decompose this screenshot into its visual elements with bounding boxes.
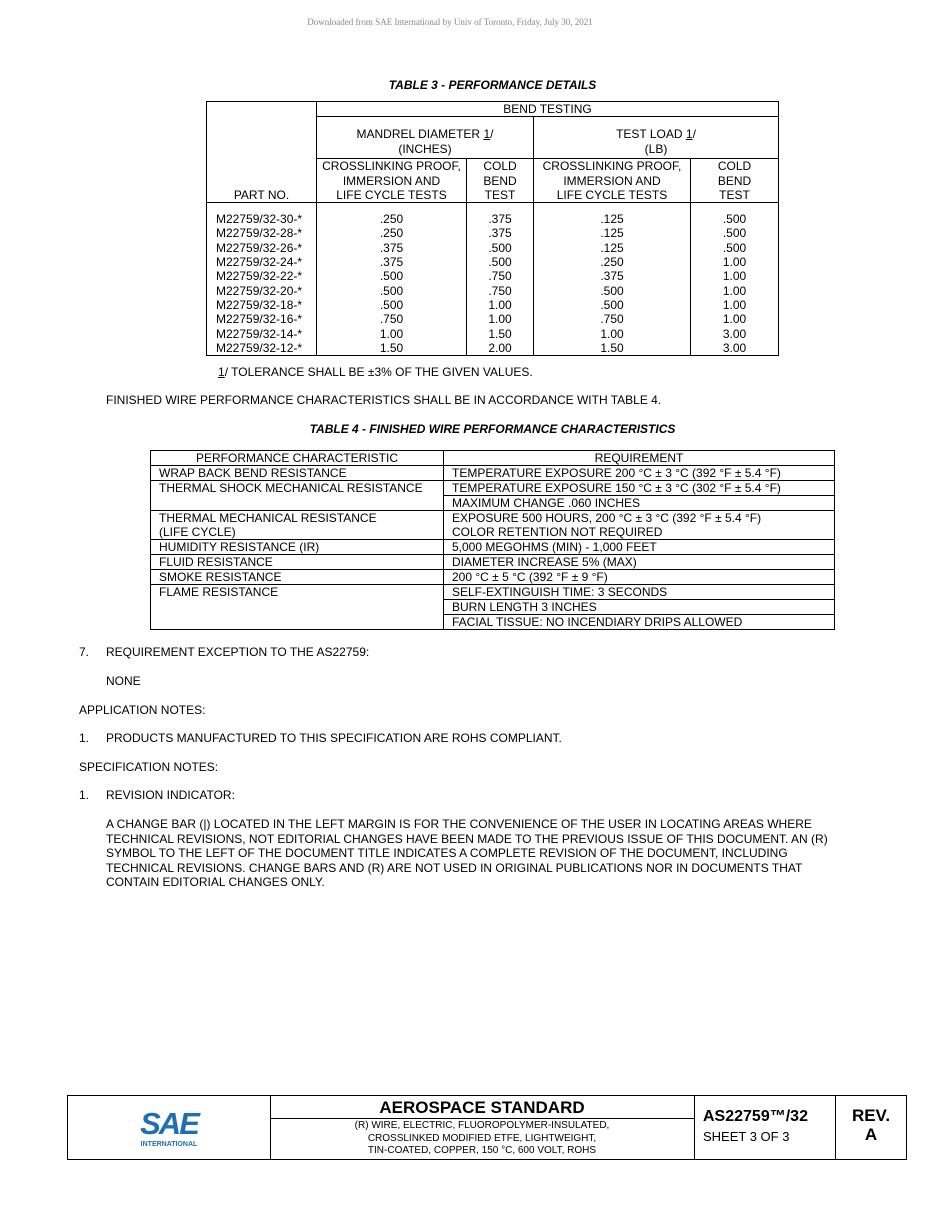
test-load-header: TEST LOAD 1/ (LB) (534, 117, 779, 159)
download-watermark: Downloaded from SAE International by Univ of Toronto, Friday, July 30, 2021 (307, 17, 593, 27)
table-cell: FACIAL TISSUE: NO INCENDIARY DRIPS ALLOWED (444, 615, 835, 630)
app-note-number: 1. (79, 731, 90, 745)
table-cell: M22759/32-16-* (216, 312, 303, 327)
table-cell: .750 (488, 283, 512, 298)
table-row (151, 511, 835, 540)
section7-body: NONE (106, 674, 141, 688)
table-cell: .250 (600, 255, 624, 270)
table-cell: .500 (722, 212, 747, 227)
table4-performance-characteristics (150, 450, 835, 630)
table-cell: EXPOSURE 500 HOURS, 200 °C ± 3 °C (392 °F ± 5.4 °F) COLOR RETENTION NOT REQUIRED (444, 511, 835, 540)
table-cell: 1.00 (722, 269, 747, 284)
table-cell: M22759/32-18-* (216, 297, 303, 312)
col-header-characteristic: PERFORMANCE CHARACTERISTIC (151, 451, 444, 466)
sae-international-logo (137, 1104, 201, 1148)
table-row (151, 555, 835, 570)
table3-footnote: 1/ TOLERANCE SHALL BE ±3% OF THE GIVEN VALUES. (218, 365, 533, 379)
table-cell: SELF-EXTINGUISH TIME: 3 SECONDS (444, 585, 835, 600)
md-crosslink-column (317, 203, 467, 356)
table-cell: M22759/32-20-* (216, 283, 303, 298)
table3-performance-details (206, 101, 779, 356)
table-cell: WRAP BACK BEND RESISTANCE (151, 466, 444, 481)
table3-caption: TABLE 3 - PERFORMANCE DETAILS (388, 78, 597, 92)
table-cell: .500 (600, 283, 624, 298)
table-cell: TEMPERATURE EXPOSURE 150 °C ± 3 °C (302 °F ± 5.4 °F) (444, 481, 835, 496)
app-note-text: PRODUCTS MANUFACTURED TO THIS SPECIFICATION ARE ROHS COMPLIANT. (106, 731, 562, 745)
application-notes-heading: APPLICATION NOTES: (79, 703, 206, 717)
table-cell: .375 (379, 255, 404, 270)
table-cell: M22759/32-28-* (216, 226, 303, 241)
part-number-column (207, 203, 317, 356)
standard-title-cell (270, 1096, 695, 1159)
table-cell: .375 (488, 212, 512, 227)
table-cell: 1.00 (722, 283, 747, 298)
table-cell: SMOKE RESISTANCE (151, 570, 444, 585)
table-cell: .250 (379, 226, 404, 241)
specification-notes-heading: SPECIFICATION NOTES: (79, 760, 219, 774)
table-cell: 3.00 (722, 326, 747, 341)
table-cell: .375 (379, 240, 404, 255)
table-row (151, 600, 835, 615)
table-cell: TEMPERATURE EXPOSURE 200 °C ± 3 °C (392 °F ± 5.4 °F) (444, 466, 835, 481)
table-cell: FLAME RESISTANCE (151, 585, 444, 600)
table-cell: .375 (600, 269, 624, 284)
md-cold-bend-column (467, 203, 534, 356)
table-cell: .500 (722, 226, 747, 241)
intro-text: FINISHED WIRE PERFORMANCE CHARACTERISTICS SHALL BE IN ACCORDANCE WITH TABLE 4. (106, 393, 662, 407)
table-cell: 1.50 (600, 340, 624, 355)
table-cell: FLUID RESISTANCE (151, 555, 444, 570)
table-cell (151, 615, 444, 630)
tl-cold-bend-column (691, 203, 779, 356)
table-cell: MAXIMUM CHANGE .060 INCHES (444, 496, 835, 511)
title-divider (270, 1118, 694, 1119)
svg-text:SAE: SAE (140, 1106, 198, 1141)
section7-number: 7. (79, 645, 90, 659)
table-row (151, 585, 835, 600)
revision-indicator-paragraph: A CHANGE BAR (|) LOCATED IN THE LEFT MARGIN IS FOR THE CONVENIENCE OF THE USER IN LOCATING AREAS WHERE TECHNICAL REVISIONS, NOT EDITORIAL CHANGES HAVE BEEN MADE TO THE PREVIOUS ISSUE OF THIS DOCUMENT. AN (R) SYMBOL TO THE LEFT OF THE DOCUMENT TITLE INDICATES A COMPLETE REVISION OF THE DOCUMENT, INCLUDING TECHNICAL REVISIONS. CHANGE BARS AND (R) ARE NOT USED IN ORIGINAL PUBLICATIONS NOR IN DOCUMENTS THAT CONTAIN EDITORIAL CHANGES ONLY. (106, 817, 828, 889)
sheet-number: SHEET 3 OF 3 (703, 1129, 790, 1144)
table-cell (151, 496, 444, 511)
table-cell: 1.00 (722, 297, 747, 312)
table-cell: M22759/32-30-* (216, 212, 303, 227)
table-cell: M22759/32-14-* (216, 326, 303, 341)
md-cold-bend-subheader: COLD BEND TEST (467, 159, 534, 203)
table-cell: .125 (600, 226, 624, 241)
table-cell: .500 (379, 269, 404, 284)
table-cell: THERMAL SHOCK MECHANICAL RESISTANCE (151, 481, 444, 496)
col-header-requirement: REQUIREMENT (444, 451, 835, 466)
tl-cold-bend-subheader: COLD BEND TEST (691, 159, 779, 203)
table-cell: .500 (379, 297, 404, 312)
table-cell: .375 (488, 226, 512, 241)
table-cell: HUMIDITY RESISTANCE (IR) (151, 540, 444, 555)
table-row (151, 466, 835, 481)
title-block (67, 1095, 907, 1160)
table-cell: M22759/32-22-* (216, 269, 303, 284)
table-row (151, 615, 835, 630)
table-row (151, 496, 835, 511)
table-cell: BURN LENGTH 3 INCHES (444, 600, 835, 615)
revision-cell (836, 1096, 906, 1159)
table-cell: 1.50 (379, 340, 404, 355)
document-number: AS22759™/32 (703, 1108, 808, 1125)
table-cell: 200 °C ± 5 °C (392 °F ± 9 °F) (444, 570, 835, 585)
table-cell: .125 (600, 212, 624, 227)
document-description: (R) WIRE, ELECTRIC, FLUOROPOLYMER-INSULATED, CROSSLINKED MODIFIED ETFE, LIGHTWEIGHT, TIN-COATED, COPPER, 150 °C, 600 VOLT, ROHS (354, 1120, 610, 1156)
table-row (151, 570, 835, 585)
mandrel-diameter-header: MANDREL DIAMETER 1/ (INCHES) (317, 117, 534, 159)
table-cell: 1.00 (600, 326, 624, 341)
table-cell: 1.00 (488, 297, 512, 312)
table-cell: DIAMETER INCREASE 5% (MAX) (444, 555, 835, 570)
standard-title: AEROSPACE STANDARD (379, 1098, 585, 1117)
table-cell: M22759/32-24-* (216, 255, 303, 270)
bend-testing-header: BEND TESTING (317, 102, 779, 117)
table-cell: 1.00 (722, 255, 747, 270)
table-cell: 1.00 (722, 312, 747, 327)
table-cell: 5,000 MEGOHMS (MIN) - 1,000 FEET (444, 540, 835, 555)
table-cell: .500 (488, 255, 512, 270)
table-cell: .500 (600, 297, 624, 312)
table-cell: M22759/32-26-* (216, 240, 303, 255)
spec-note-title: REVISION INDICATOR: (106, 788, 235, 802)
revision-label: REV. A (851, 1106, 891, 1144)
table-cell: .500 (379, 283, 404, 298)
table-cell: 2.00 (488, 340, 512, 355)
table-cell: .250 (379, 212, 404, 227)
table-cell: 1.50 (488, 326, 512, 341)
table-cell: .750 (379, 312, 404, 327)
table-cell: 1.00 (379, 326, 404, 341)
md-crosslink-subheader: CROSSLINKING PROOF, IMMERSION AND LIFE CYCLE TESTS (317, 159, 467, 203)
table-cell: THERMAL MECHANICAL RESISTANCE (LIFE CYCLE) (151, 511, 444, 540)
table-cell (151, 600, 444, 615)
doc-number-cell (695, 1096, 836, 1159)
table-cell: M22759/32-12-* (216, 340, 303, 355)
table-cell: .750 (600, 312, 624, 327)
table-cell: 1.00 (488, 312, 512, 327)
table-cell: .500 (488, 240, 512, 255)
table-cell: .750 (488, 269, 512, 284)
tl-crosslink-subheader: CROSSLINKING PROOF, IMMERSION AND LIFE CYCLE TESTS (534, 159, 691, 203)
table-row (151, 540, 835, 555)
table-row (151, 481, 835, 496)
table-cell: .125 (600, 240, 624, 255)
section7-title: REQUIREMENT EXCEPTION TO THE AS22759: (106, 645, 370, 659)
part-no-header: PART NO. (207, 102, 317, 203)
table-cell: 3.00 (722, 340, 747, 355)
spec-note-number: 1. (79, 788, 90, 802)
table-cell: .500 (722, 240, 747, 255)
svg-text:INTERNATIONAL: INTERNATIONAL (140, 1141, 198, 1148)
table4-caption: TABLE 4 - FINISHED WIRE PERFORMANCE CHARACTERISTICS (309, 422, 676, 436)
tl-crosslink-column (534, 203, 691, 356)
sae-logo-cell (68, 1096, 271, 1159)
